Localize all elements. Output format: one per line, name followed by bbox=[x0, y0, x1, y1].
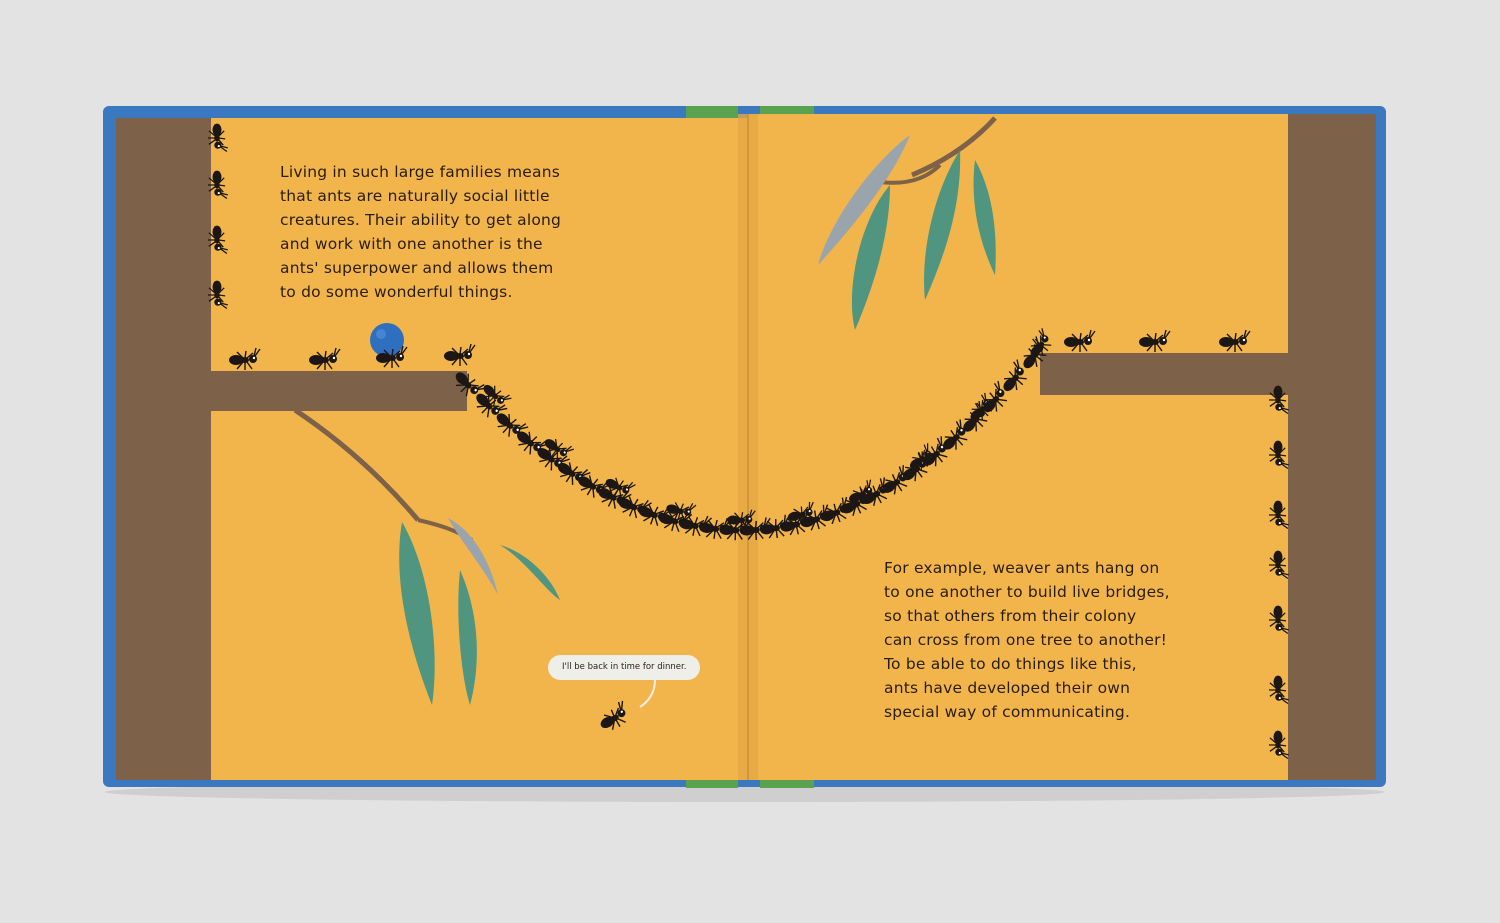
left-page-paragraph: Living in such large families means that ants are naturally social little creatures. Their ability to get along and work with one another is the ants' superpower and allows them to do some wonderful things. bbox=[280, 163, 562, 301]
right-tree-trunk bbox=[1288, 114, 1376, 780]
right-page-paragraph: For example, weaver ants hang on to one another to build live bridges, so that others from their colony can cross from one tree to another! To be able to do things like this, ants have developed their own special way of communicating. bbox=[884, 559, 1170, 721]
left-tree-trunk bbox=[116, 118, 211, 780]
spine-tab-top-left bbox=[686, 106, 738, 120]
right-branch bbox=[1040, 353, 1290, 395]
left-branch bbox=[205, 371, 467, 411]
speech-bubble: I'll be back in time for dinner. bbox=[548, 655, 700, 680]
